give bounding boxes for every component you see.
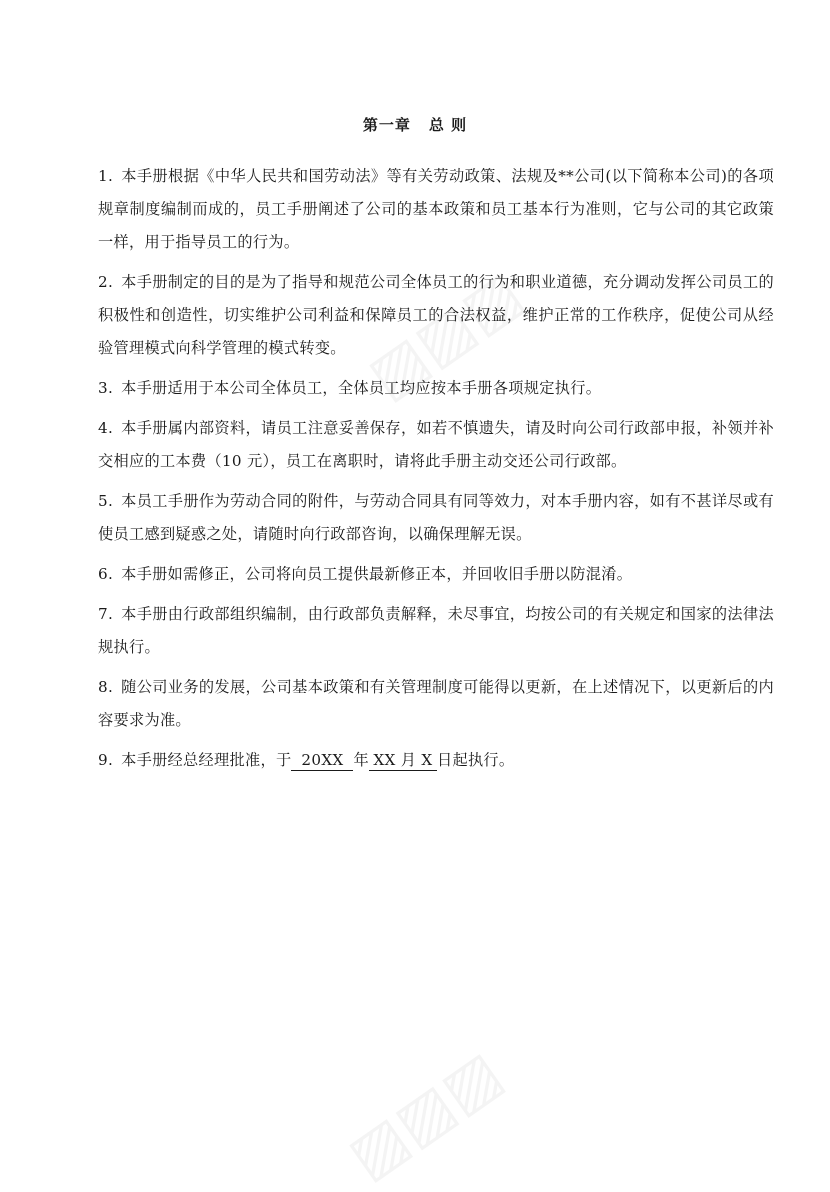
item-number: 7. <box>98 605 114 623</box>
item-text: 本手册由行政部组织编制，由行政部负责解释，未尽事宜，均按公司的有关规定和国家的法律法规执行。 <box>98 605 774 656</box>
year-blank: 20XX <box>291 750 353 771</box>
list-item <box>98 485 774 551</box>
list-item-effective-date <box>98 744 774 777</box>
date-blank: XX 月 X <box>369 750 437 771</box>
item-text-prefix: 本手册经总经理批准，于 <box>121 751 292 769</box>
item-text: 本手册适用于本公司全体员工，全体员工均应按本手册各项规定执行。 <box>121 379 602 397</box>
item-number: 5. <box>98 492 114 510</box>
item-text: 本手册制定的目的是为了指导和规范公司全体员工的行为和职业道德，充分调动发挥公司员工的积极性和创造性，切实维护公司利益和保障员工的合法权益，维护正常的工作秩序，促使公司从经验管理模式向科学管理的模式转变。 <box>98 273 774 357</box>
list-item <box>98 558 774 591</box>
item-text: 随公司业务的发展，公司基本政策和有关管理制度可能得以更新，在上述情况下，以更新后的内容要求为准。 <box>98 678 774 729</box>
list-item <box>98 160 774 259</box>
list-item <box>98 372 774 405</box>
chapter-title: 总 则 <box>428 116 468 134</box>
chapter-number: 第一章 <box>362 116 411 134</box>
list-item <box>98 266 774 365</box>
list-item <box>98 671 774 737</box>
item-text-suffix: 日起执行。 <box>436 751 515 769</box>
item-number: 2. <box>98 273 114 291</box>
item-text: 本手册如需修正，公司将向员工提供最新修正本，并回收旧手册以防混淆。 <box>121 565 633 583</box>
list-item <box>98 412 774 478</box>
item-text: 本员工手册作为劳动合同的附件，与劳动合同具有同等效力，对本手册内容，如有不甚详尽或有使员工感到疑惑之处，请随时向行政部咨询，以确保理解无误。 <box>98 492 774 543</box>
item-list <box>98 160 774 784</box>
item-text: 本手册根据《中华人民共和国劳动法》等有关劳动政策、法规及**公司(以下简称本公司)的各项规章制度编制而成的，员工手册阐述了公司的基本政策和员工基本行为准则，它与公司的其它政策一样，用于指导员工的行为。 <box>98 167 774 251</box>
item-number: 1. <box>98 167 114 185</box>
item-number: 4. <box>98 419 114 437</box>
item-number: 6. <box>98 565 114 583</box>
item-number: 3. <box>98 379 114 397</box>
item-text: 本手册属内部资料，请员工注意妥善保存，如若不慎遗失，请及时向公司行政部申报，补领并补交相应的工本费（10 元），员工在离职时，请将此手册主动交还公司行政部。 <box>98 419 774 470</box>
item-number: 8. <box>98 678 114 696</box>
item-number: 9. <box>98 751 114 769</box>
chapter-heading <box>0 114 830 135</box>
watermark <box>335 1038 514 1192</box>
list-item <box>98 598 774 664</box>
year-label: 年 <box>353 751 369 769</box>
